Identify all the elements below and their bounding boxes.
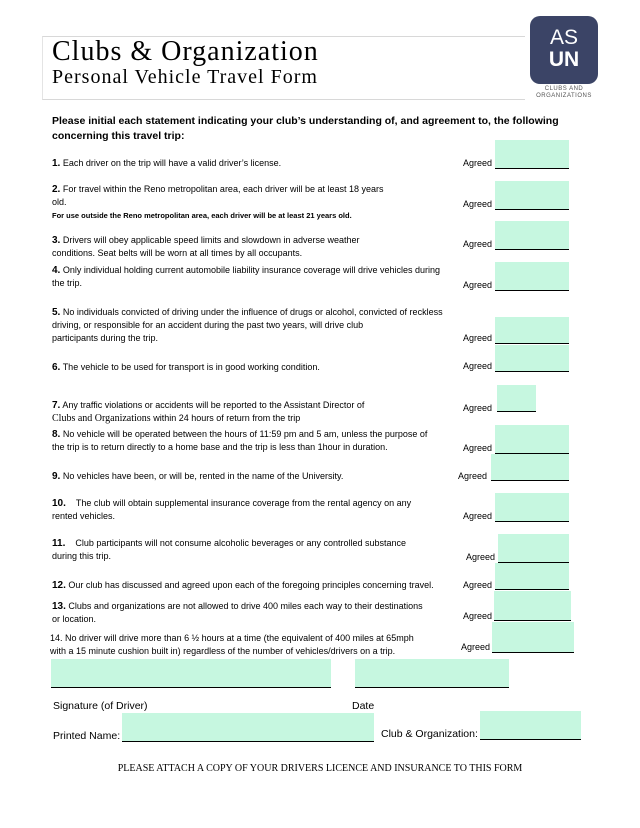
statement-text: driving, or responsible for an accident during the past two years, will drive club	[52, 320, 364, 330]
initial-line-5	[495, 343, 569, 344]
driver-signature-line	[51, 687, 331, 688]
logo-caption-line-1: CLUBS AND	[544, 86, 584, 92]
statement-3	[52, 234, 360, 260]
statement-text: during this trip.	[52, 551, 112, 561]
statement-text: Club participants will not consume alcoholic beverages or any controlled substance	[75, 538, 407, 548]
statement-note: For use outside the Reno metropolitan area, each driver will be at least 21 years old.	[52, 211, 352, 220]
statement-text: For travel within the Reno metropolitan area, each driver will be at least 18 years	[62, 184, 384, 194]
statement-text: with a 15 minute cushion built in) regardless of the number of vehicles/drivers on a trip.	[50, 646, 396, 656]
initial-line-14	[492, 652, 574, 653]
statement-10	[52, 497, 411, 523]
statement-text: conditions. Seat belts will be worn at all times by all occupants.	[52, 248, 303, 258]
statement-8	[52, 428, 427, 454]
statement-text: Our club has discussed and agreed upon each of the foregoing principles concerning travel.	[68, 580, 434, 590]
statement-text: old.	[52, 197, 67, 207]
initial-line-1	[495, 168, 569, 169]
printed-name-line	[122, 741, 374, 742]
initial-line-7	[497, 411, 536, 412]
initial-field-6[interactable]	[495, 345, 569, 371]
club-organization-label: Club & Organization:	[381, 728, 478, 740]
statement-number: 4.	[52, 265, 61, 276]
initial-field-13[interactable]	[494, 591, 571, 620]
agreed-label: Agreed	[463, 199, 493, 209]
initial-field-10[interactable]	[495, 493, 569, 521]
driver-signature-field[interactable]	[51, 659, 331, 687]
statement-text: Only individual holding current automobile liability insurance coverage will drive vehicles during	[62, 265, 441, 275]
statement-number: 2.	[52, 184, 61, 195]
statement-text: No vehicle will be operated between the hours of 11:59 pm and 5 am, unless the purpose of	[62, 429, 428, 439]
statement-number: 12.	[52, 580, 66, 591]
statement-number: 8.	[52, 429, 61, 440]
intro-text: Please initial each statement indicating your club’s understanding of, and agreement to, the following concerning this travel trip:	[52, 115, 559, 142]
agreed-label: Agreed	[461, 642, 491, 652]
initial-field-7[interactable]	[497, 385, 536, 411]
date-line	[355, 687, 509, 688]
statement-text: No vehicles have been, or will be, rented in the name of the University.	[62, 471, 344, 481]
initial-field-14[interactable]	[492, 622, 574, 652]
statement-14	[50, 632, 414, 658]
initial-field-3[interactable]	[495, 221, 569, 249]
statement-5	[52, 306, 443, 345]
initial-field-2[interactable]	[495, 181, 569, 209]
initial-field-8[interactable]	[495, 425, 569, 453]
statement-text: the trip.	[52, 278, 83, 288]
statement-13	[52, 600, 423, 626]
initial-line-3	[495, 249, 569, 250]
statement-text: Clubs and Organizations	[52, 413, 151, 424]
footer-instruction: PLEASE ATTACH A COPY OF YOUR DRIVERS LICENCE AND INSURANCE TO THIS FORM	[117, 763, 523, 774]
statement-text: No driver will drive more than 6 ½ hours at a time (the equivalent of 400 miles at 65mph	[65, 633, 414, 643]
form-subtitle: Personal Vehicle Travel Form	[52, 66, 318, 88]
statement-number: 11.	[52, 538, 66, 549]
statement-number: 6.	[52, 362, 61, 373]
initial-line-12	[495, 589, 569, 590]
statement-number: 14.	[50, 633, 63, 643]
statement-1	[52, 157, 281, 170]
agreed-label: Agreed	[463, 580, 493, 590]
club-organization-line	[480, 739, 581, 740]
agreed-label: Agreed	[463, 403, 493, 413]
statement-number: 1.	[52, 158, 61, 169]
agreed-label: Agreed	[463, 280, 493, 290]
statement-text: within 24 hours of return from the trip	[150, 413, 301, 423]
initial-line-13	[494, 620, 571, 621]
asun-logo	[530, 16, 598, 84]
agreed-label: Agreed	[463, 611, 493, 621]
initial-field-9[interactable]	[491, 454, 569, 480]
agreed-label: Agreed	[463, 361, 493, 371]
statement-number: 9.	[52, 471, 61, 482]
statement-2	[52, 183, 384, 222]
statement-11	[52, 537, 406, 563]
agreed-label: Agreed	[463, 443, 493, 453]
statement-text: or location.	[52, 614, 97, 624]
statement-text: The vehicle to be used for transport is in good working condition.	[62, 362, 320, 372]
initial-line-4	[495, 290, 569, 291]
statement-number: 3.	[52, 235, 61, 246]
statement-text: Drivers will obey applicable speed limits and slowdown in adverse weather	[62, 235, 360, 245]
statement-7	[52, 399, 364, 425]
agreed-label: Agreed	[463, 333, 493, 343]
initial-field-5[interactable]	[495, 317, 569, 343]
agreed-label: Agreed	[463, 239, 493, 249]
printed-name-label: Printed Name:	[53, 730, 121, 742]
initial-field-1[interactable]	[495, 140, 569, 168]
initial-field-4[interactable]	[495, 262, 569, 290]
statement-number: 5.	[52, 307, 61, 318]
initial-line-6	[495, 371, 569, 372]
logo-text-bottom: UN	[548, 48, 580, 71]
logo-caption	[528, 86, 600, 99]
statement-number: 10.	[52, 498, 66, 509]
date-field[interactable]	[355, 659, 509, 687]
form-title: Clubs & Organization	[52, 36, 319, 67]
agreed-label: Agreed	[466, 552, 496, 562]
agreed-label: Agreed	[458, 471, 488, 481]
statement-text: The club will obtain supplemental insurance coverage from the rental agency on any	[75, 498, 412, 508]
printed-name-field[interactable]	[122, 713, 374, 741]
statement-text: the trip is to return directly to a home base and the trip is less than 1hour in duration.	[52, 442, 388, 452]
initial-field-12[interactable]	[495, 563, 569, 589]
agreed-label: Agreed	[463, 158, 493, 168]
initial-field-11[interactable]	[498, 534, 569, 562]
statement-text: Each driver on the trip will have a valid driver’s license.	[62, 158, 282, 168]
statement-number: 7.	[52, 400, 61, 411]
agreed-label: Agreed	[463, 511, 493, 521]
statement-text: rented vehicles.	[52, 511, 116, 521]
statement-text: No individuals convicted of driving under the influence of drugs or alcohol, convicted of reckless	[62, 307, 443, 317]
statement-4	[52, 264, 440, 290]
statement-text: Clubs and organizations are not allowed to drive 400 miles each way to their destinations	[68, 601, 423, 611]
logo-text-top: AS	[549, 26, 578, 49]
statement-text: Any traffic violations or accidents will be reported to the Assistant Director of	[62, 400, 365, 410]
statement-text: participants during the trip.	[52, 333, 159, 343]
statement-9	[52, 470, 343, 483]
statement-6	[52, 361, 320, 374]
initial-line-9	[491, 480, 569, 481]
signature-label: Signature (of Driver)	[53, 700, 148, 712]
club-organization-field[interactable]	[480, 711, 581, 739]
initial-line-10	[495, 521, 569, 522]
statement-12	[52, 579, 434, 592]
initial-line-2	[495, 209, 569, 210]
date-label: Date	[352, 700, 375, 712]
logo-caption-line-2: ORGANIZATIONS	[536, 92, 592, 99]
statement-number: 13.	[52, 601, 66, 612]
